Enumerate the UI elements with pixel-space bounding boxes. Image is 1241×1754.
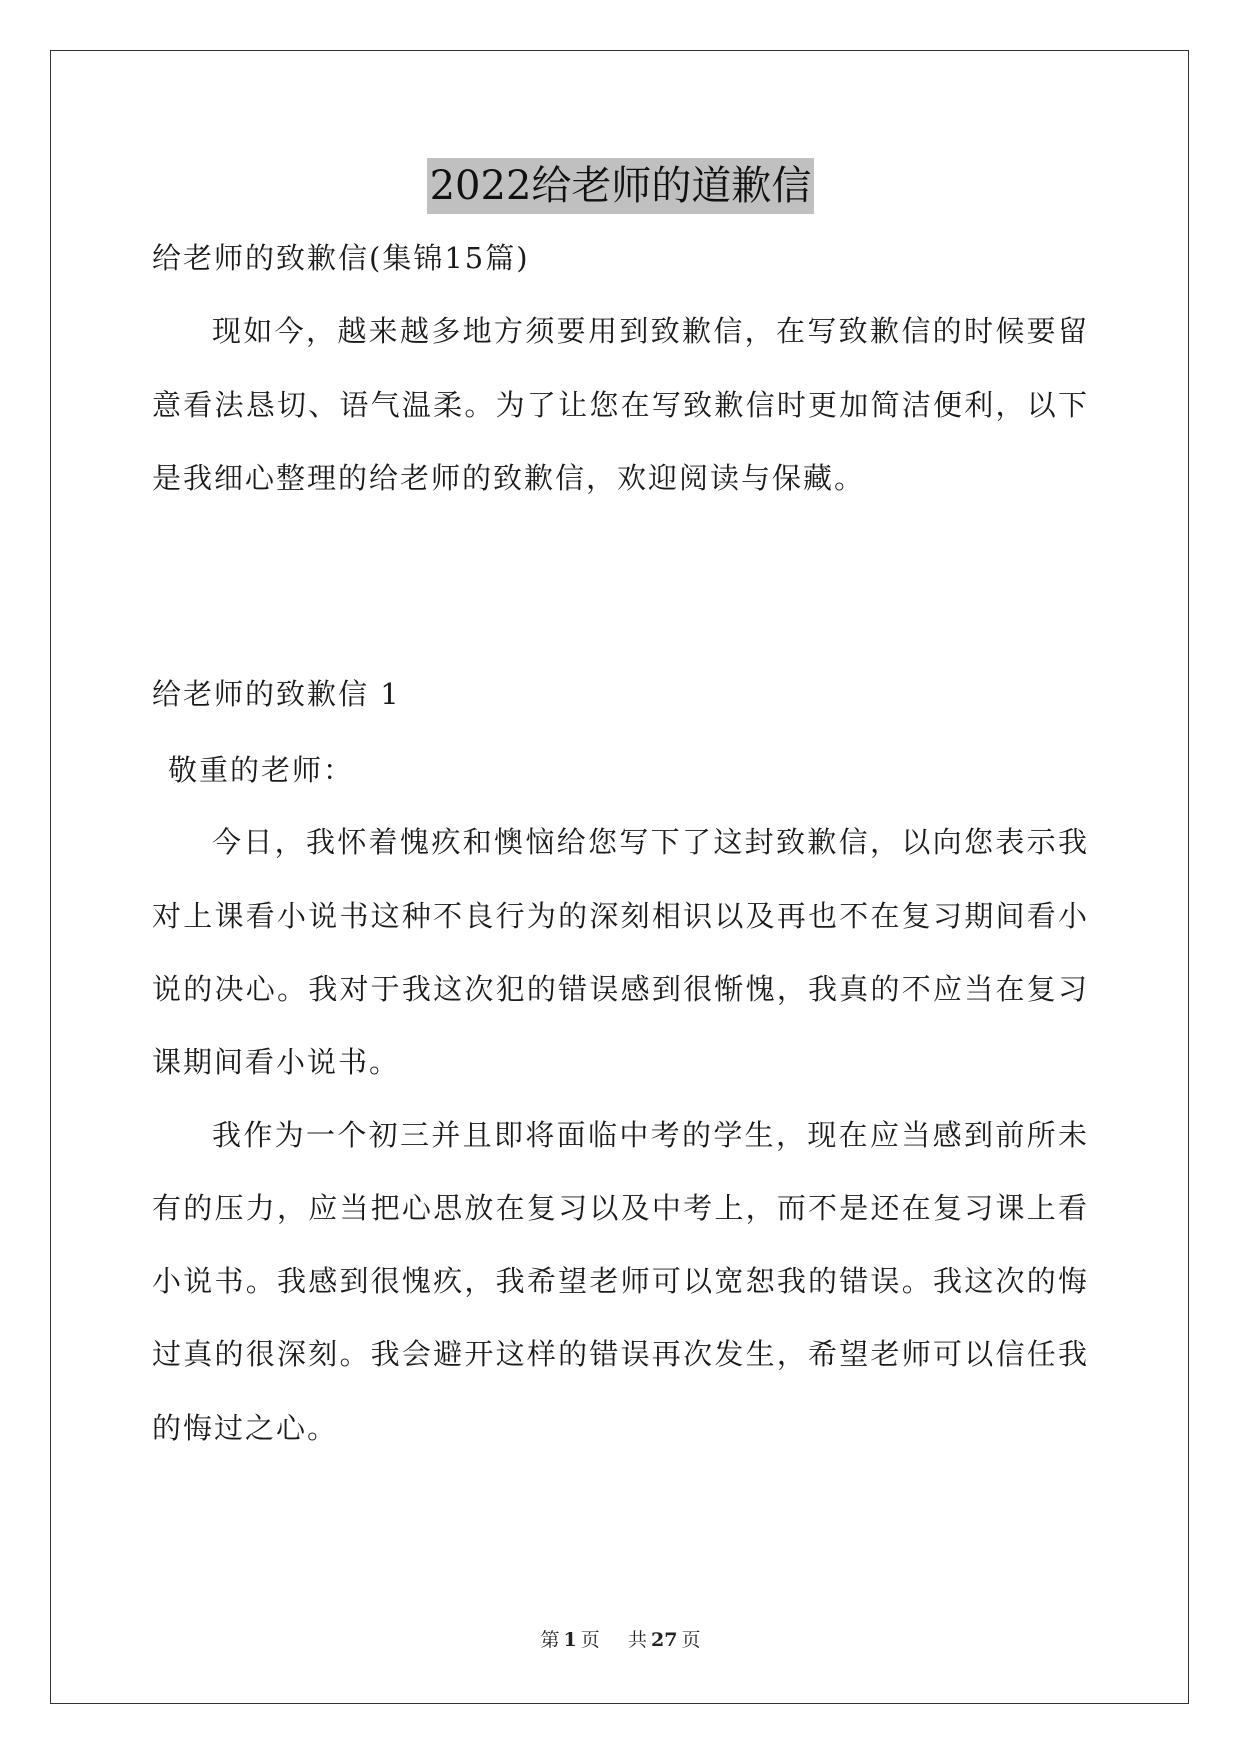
- total-suffix: 页: [681, 1629, 701, 1651]
- paragraph1-line-3: 说的决心。我对于我这次犯的错误感到很惭愧，我真的不应当在复习: [152, 972, 1087, 1006]
- intro-line-1: 现如今，越来越多地方须要用到致歉信，在写致歉信的时候要留: [212, 314, 1087, 348]
- paragraph1-line-2: 对上课看小说书这种不良行为的深刻相识以及再也不在复习期间看小: [152, 899, 1087, 933]
- paragraph2-line-2: 有的压力，应当把心思放在复习以及中考上，而不是还在复习课上看: [152, 1191, 1087, 1225]
- total-prefix: 共: [627, 1629, 647, 1651]
- paragraph1-line-4: 课期间看小说书。: [152, 1045, 401, 1079]
- page-total: 27: [650, 1629, 678, 1651]
- document-subtitle: 给老师的致歉信(集锦15篇): [152, 241, 530, 275]
- paragraph1-line-1: 今日，我怀着愧疚和懊恼给您写下了这封致歉信，以向您表示我: [212, 825, 1087, 859]
- page-footer: [0, 1628, 1241, 1652]
- page-border: [50, 50, 1189, 1704]
- page-current: 1: [563, 1629, 577, 1651]
- intro-line-3: 是我细心整理的给老师的致歉信，欢迎阅读与保藏。: [152, 461, 866, 495]
- salutation: 敬重的老师：: [168, 753, 355, 787]
- paragraph2-line-3: 小说书。我感到很愧疚，我希望老师可以宽恕我的错误。我这次的悔: [152, 1264, 1087, 1298]
- document-title: 2022给老师的道歉信: [427, 158, 815, 214]
- page-suffix: 页: [580, 1629, 600, 1651]
- document-title-container: [0, 158, 1241, 216]
- paragraph2-line-4: 过真的很深刻。我会避开这样的错误再次发生，希望老师可以信任我: [152, 1337, 1087, 1371]
- intro-line-2: 意看法恳切、语气温柔。为了让您在写致歉信时更加简洁便利，以下: [152, 388, 1087, 422]
- paragraph2-line-5: 的悔过之心。: [152, 1411, 339, 1445]
- paragraph2-line-1: 我作为一个初三并且即将面临中考的学生，现在应当感到前所未: [212, 1118, 1087, 1152]
- section-heading: 给老师的致歉信 1: [152, 677, 401, 711]
- page-prefix: 第: [540, 1629, 560, 1651]
